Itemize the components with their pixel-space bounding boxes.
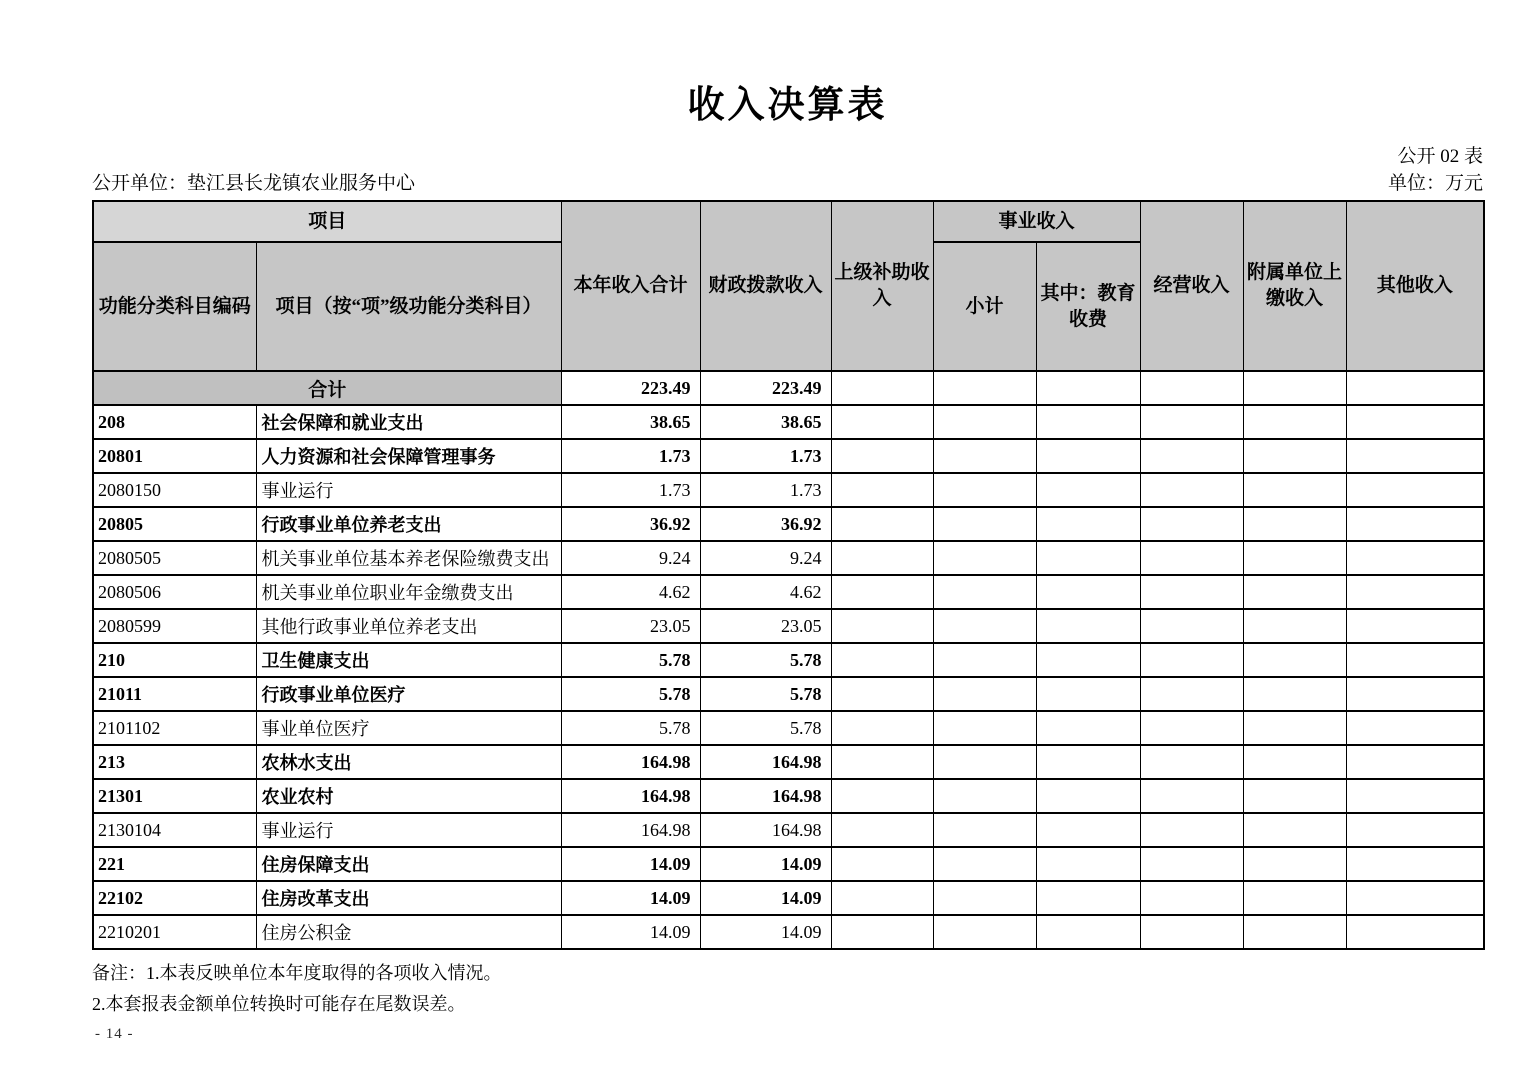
cell-education-fee	[1036, 541, 1140, 575]
cell-education-fee	[1036, 677, 1140, 711]
cell-subtotal	[933, 371, 1036, 405]
header-superior-subsidy: 上级补助收入	[831, 201, 933, 371]
cell-function-code: 2130104	[93, 813, 256, 847]
cell-other-income	[1346, 439, 1484, 473]
cell-affiliated-income	[1243, 847, 1346, 881]
cell-operating-income	[1140, 813, 1243, 847]
cell-project-name: 其他行政事业单位养老支出	[256, 609, 561, 643]
cell-education-fee	[1036, 813, 1140, 847]
cell-subtotal	[933, 779, 1036, 813]
cell-other-income	[1346, 847, 1484, 881]
cell-annual-total: 1.73	[561, 439, 700, 473]
cell-education-fee	[1036, 847, 1140, 881]
cell-annual-total: 14.09	[561, 881, 700, 915]
cell-project-name: 行政事业单位养老支出	[256, 507, 561, 541]
table-row	[93, 507, 1484, 541]
cell-education-fee	[1036, 711, 1140, 745]
public-unit-label: 公开单位：垫江县长龙镇农业服务中心	[92, 173, 416, 194]
table-row	[93, 745, 1484, 779]
cell-affiliated-income	[1243, 745, 1346, 779]
cell-annual-total: 38.65	[561, 405, 700, 439]
cell-function-code: 20801	[93, 439, 256, 473]
cell-education-fee	[1036, 405, 1140, 439]
money-unit-label: 单位：万元	[1387, 173, 1483, 194]
cell-annual-total: 36.92	[561, 507, 700, 541]
cell-affiliated-income	[1243, 779, 1346, 813]
cell-fiscal-income: 1.73	[700, 473, 831, 507]
header-annual-total: 本年收入合计	[561, 201, 700, 371]
cell-education-fee	[1036, 473, 1140, 507]
cell-operating-income	[1140, 609, 1243, 643]
cell-education-fee	[1036, 915, 1140, 949]
cell-subtotal	[933, 847, 1036, 881]
cell-affiliated-income	[1243, 473, 1346, 507]
cell-fiscal-income: 9.24	[700, 541, 831, 575]
table-row	[93, 439, 1484, 473]
cell-fiscal-income: 164.98	[700, 779, 831, 813]
footnote-line-2: 2.本套报表金额单位转换时可能存在尾数误差。	[92, 994, 466, 1014]
header-subtotal: 小计	[933, 242, 1036, 371]
cell-operating-income	[1140, 473, 1243, 507]
cell-superior-subsidy	[831, 745, 933, 779]
header-business-income-group: 事业收入	[933, 201, 1140, 242]
cell-affiliated-income	[1243, 507, 1346, 541]
cell-affiliated-income	[1243, 711, 1346, 745]
cell-annual-total: 164.98	[561, 745, 700, 779]
cell-affiliated-income	[1243, 609, 1346, 643]
cell-annual-total: 5.78	[561, 677, 700, 711]
cell-fiscal-income: 38.65	[700, 405, 831, 439]
cell-operating-income	[1140, 575, 1243, 609]
cell-education-fee	[1036, 779, 1140, 813]
table-row	[93, 609, 1484, 643]
table-row	[93, 575, 1484, 609]
cell-subtotal	[933, 575, 1036, 609]
cell-subtotal	[933, 677, 1036, 711]
cell-subtotal	[933, 541, 1036, 575]
header-fiscal-income: 财政拨款收入	[700, 201, 831, 371]
cell-affiliated-income	[1243, 881, 1346, 915]
cell-function-code: 2080505	[93, 541, 256, 575]
cell-project-name: 行政事业单位医疗	[256, 677, 561, 711]
cell-other-income	[1346, 915, 1484, 949]
cell-superior-subsidy	[831, 643, 933, 677]
table-row	[93, 813, 1484, 847]
cell-education-fee	[1036, 643, 1140, 677]
header-education-fee: 其中：教育收费	[1036, 242, 1140, 371]
header-other-income: 其他收入	[1346, 201, 1484, 371]
cell-function-code: 21011	[93, 677, 256, 711]
cell-superior-subsidy	[831, 813, 933, 847]
cell-operating-income	[1140, 507, 1243, 541]
cell-education-fee	[1036, 575, 1140, 609]
cell-other-income	[1346, 813, 1484, 847]
cell-subtotal	[933, 745, 1036, 779]
cell-fiscal-income: 36.92	[700, 507, 831, 541]
cell-fiscal-income: 223.49	[700, 371, 831, 405]
cell-affiliated-income	[1243, 371, 1346, 405]
cell-function-code: 2101102	[93, 711, 256, 745]
table-row	[93, 779, 1484, 813]
cell-superior-subsidy	[831, 541, 933, 575]
table-body	[93, 371, 1484, 949]
cell-annual-total: 5.78	[561, 711, 700, 745]
cell-subtotal	[933, 915, 1036, 949]
cell-function-code: 2080506	[93, 575, 256, 609]
cell-education-fee	[1036, 507, 1140, 541]
cell-operating-income	[1140, 643, 1243, 677]
cell-project-name: 住房改革支出	[256, 881, 561, 915]
cell-affiliated-income	[1243, 643, 1346, 677]
cell-affiliated-income	[1243, 541, 1346, 575]
cell-function-code: 2080150	[93, 473, 256, 507]
cell-fiscal-income: 5.78	[700, 677, 831, 711]
cell-annual-total: 9.24	[561, 541, 700, 575]
cell-superior-subsidy	[831, 677, 933, 711]
table-number-label: 公开 02 表	[1397, 146, 1483, 167]
cell-fiscal-income: 164.98	[700, 745, 831, 779]
table-row	[93, 643, 1484, 677]
cell-annual-total: 223.49	[561, 371, 700, 405]
header-project-name: 项目（按“项”级功能分类科目）	[256, 242, 561, 371]
cell-superior-subsidy	[831, 881, 933, 915]
cell-fiscal-income: 14.09	[700, 847, 831, 881]
cell-subtotal	[933, 439, 1036, 473]
table-row	[93, 881, 1484, 915]
cell-other-income	[1346, 779, 1484, 813]
header-function-code: 功能分类科目编码	[93, 242, 256, 371]
cell-other-income	[1346, 371, 1484, 405]
cell-project-name: 事业运行	[256, 473, 561, 507]
table-row	[93, 677, 1484, 711]
table-header	[93, 201, 1484, 371]
cell-function-code: 213	[93, 745, 256, 779]
cell-superior-subsidy	[831, 473, 933, 507]
cell-superior-subsidy	[831, 609, 933, 643]
cell-operating-income	[1140, 541, 1243, 575]
cell-other-income	[1346, 745, 1484, 779]
cell-subtotal	[933, 405, 1036, 439]
cell-function-code: 22102	[93, 881, 256, 915]
cell-project-name: 农林水支出	[256, 745, 561, 779]
cell-operating-income	[1140, 745, 1243, 779]
cell-affiliated-income	[1243, 439, 1346, 473]
cell-fiscal-income: 14.09	[700, 881, 831, 915]
cell-fiscal-income: 5.78	[700, 643, 831, 677]
cell-operating-income	[1140, 371, 1243, 405]
cell-project-name: 机关事业单位基本养老保险缴费支出	[256, 541, 561, 575]
page-title: 收入决算表	[687, 85, 888, 126]
cell-operating-income	[1140, 439, 1243, 473]
cell-fiscal-income: 14.09	[700, 915, 831, 949]
cell-fiscal-income: 4.62	[700, 575, 831, 609]
cell-annual-total: 164.98	[561, 779, 700, 813]
meta-row	[92, 170, 1483, 197]
cell-affiliated-income	[1243, 813, 1346, 847]
cell-function-code: 210	[93, 643, 256, 677]
table-row	[93, 473, 1484, 507]
cell-operating-income	[1140, 847, 1243, 881]
cell-superior-subsidy	[831, 439, 933, 473]
cell-operating-income	[1140, 405, 1243, 439]
cell-affiliated-income	[1243, 405, 1346, 439]
cell-education-fee	[1036, 371, 1140, 405]
footnotes	[92, 958, 1483, 1020]
cell-function-code: 221	[93, 847, 256, 881]
cell-operating-income	[1140, 711, 1243, 745]
cell-annual-total: 4.62	[561, 575, 700, 609]
cell-other-income	[1346, 643, 1484, 677]
header-affiliated-income: 附属单位上缴收入	[1243, 201, 1346, 371]
cell-subtotal	[933, 473, 1036, 507]
footnote-line-1: 备注：1.本表反映单位本年度取得的各项收入情况。	[92, 963, 502, 983]
cell-other-income	[1346, 711, 1484, 745]
cell-project-name: 事业运行	[256, 813, 561, 847]
cell-other-income	[1346, 405, 1484, 439]
cell-other-income	[1346, 677, 1484, 711]
cell-function-code: 21301	[93, 779, 256, 813]
cell-project-name: 机关事业单位职业年金缴费支出	[256, 575, 561, 609]
cell-superior-subsidy	[831, 507, 933, 541]
cell-total-label: 合计	[93, 371, 561, 405]
cell-project-name: 社会保障和就业支出	[256, 405, 561, 439]
cell-project-name: 卫生健康支出	[256, 643, 561, 677]
cell-annual-total: 14.09	[561, 847, 700, 881]
header-operating-income: 经营收入	[1140, 201, 1243, 371]
cell-affiliated-income	[1243, 575, 1346, 609]
cell-project-name: 住房公积金	[256, 915, 561, 949]
cell-operating-income	[1140, 779, 1243, 813]
cell-superior-subsidy	[831, 779, 933, 813]
cell-subtotal	[933, 711, 1036, 745]
cell-function-code: 2080599	[93, 609, 256, 643]
cell-superior-subsidy	[831, 847, 933, 881]
cell-superior-subsidy	[831, 575, 933, 609]
table-row	[93, 915, 1484, 949]
cell-project-name: 人力资源和社会保障管理事务	[256, 439, 561, 473]
cell-project-name: 事业单位医疗	[256, 711, 561, 745]
cell-education-fee	[1036, 881, 1140, 915]
cell-superior-subsidy	[831, 371, 933, 405]
cell-operating-income	[1140, 677, 1243, 711]
cell-other-income	[1346, 473, 1484, 507]
cell-affiliated-income	[1243, 915, 1346, 949]
cell-project-name: 住房保障支出	[256, 847, 561, 881]
cell-other-income	[1346, 507, 1484, 541]
cell-function-code: 208	[93, 405, 256, 439]
total-row	[93, 371, 1484, 405]
cell-annual-total: 1.73	[561, 473, 700, 507]
cell-education-fee	[1036, 745, 1140, 779]
cell-other-income	[1346, 609, 1484, 643]
cell-annual-total: 14.09	[561, 915, 700, 949]
cell-project-name: 农业农村	[256, 779, 561, 813]
cell-operating-income	[1140, 915, 1243, 949]
income-final-accounts-table	[92, 200, 1485, 950]
cell-function-code: 20805	[93, 507, 256, 541]
table-row	[93, 541, 1484, 575]
cell-superior-subsidy	[831, 711, 933, 745]
cell-function-code: 2210201	[93, 915, 256, 949]
cell-fiscal-income: 1.73	[700, 439, 831, 473]
table-row	[93, 405, 1484, 439]
table-row	[93, 711, 1484, 745]
header-row-1	[93, 201, 1484, 242]
cell-other-income	[1346, 541, 1484, 575]
cell-fiscal-income: 164.98	[700, 813, 831, 847]
table-row	[93, 847, 1484, 881]
cell-subtotal	[933, 609, 1036, 643]
cell-other-income	[1346, 881, 1484, 915]
cell-fiscal-income: 23.05	[700, 609, 831, 643]
page-number: - 14 -	[95, 1026, 134, 1042]
cell-subtotal	[933, 881, 1036, 915]
cell-fiscal-income: 5.78	[700, 711, 831, 745]
cell-annual-total: 164.98	[561, 813, 700, 847]
cell-education-fee	[1036, 439, 1140, 473]
cell-subtotal	[933, 507, 1036, 541]
cell-annual-total: 5.78	[561, 643, 700, 677]
cell-operating-income	[1140, 881, 1243, 915]
header-project-group: 项目	[93, 201, 561, 242]
cell-other-income	[1346, 575, 1484, 609]
cell-affiliated-income	[1243, 677, 1346, 711]
cell-superior-subsidy	[831, 915, 933, 949]
cell-annual-total: 23.05	[561, 609, 700, 643]
cell-education-fee	[1036, 609, 1140, 643]
cell-subtotal	[933, 813, 1036, 847]
cell-superior-subsidy	[831, 405, 933, 439]
cell-subtotal	[933, 643, 1036, 677]
